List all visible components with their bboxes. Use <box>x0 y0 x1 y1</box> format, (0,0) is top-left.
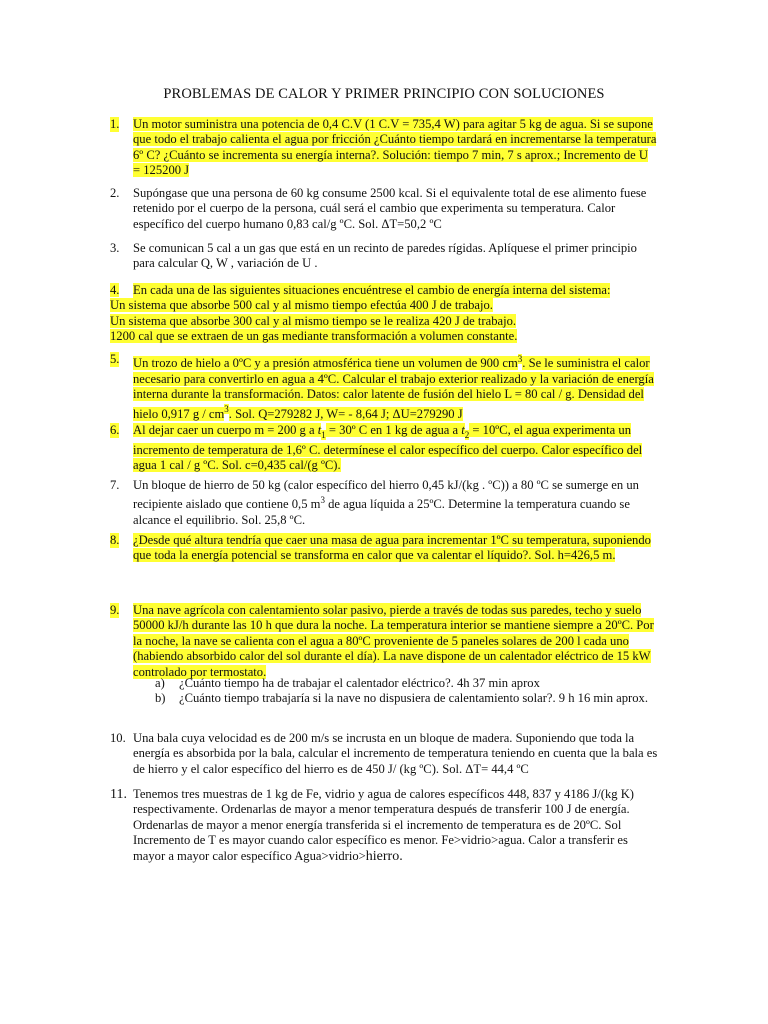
problem-text: Al dejar caer un cuerpo m = 200 g a $t_1$ = 30º C en 1 kg de agua a $t_2$ = 10ºC, el agua experimenta un incremento de temperatura de 1,6º C. determínese el calor específico del cuerpo. Calor específico del agua 1 cal / g ºC. Sol. c=0,435 cal/(g ºC). <box>133 423 643 473</box>
problem-number: 2. <box>110 186 120 200</box>
problem-number: 5. <box>110 352 120 366</box>
problem-9-subquestions <box>155 676 655 707</box>
problem-5 <box>110 352 658 422</box>
situation-3: 1200 cal que se extraen de un gas mediante transformación a volumen constante. <box>110 329 518 344</box>
problem-3 <box>110 241 658 272</box>
problem-text: Se comunican 5 cal a un gas que está en un recinto de paredes rígidas. Aplíquese el primer principio para calcular Q, W , variación de U . <box>133 241 637 271</box>
problem-number: 9. <box>110 603 120 617</box>
subquestion-b: b) ¿Cuánto tiempo trabajaría si la nave no dispusiera de calentamiento solar?. 9 h 16 min aprox. <box>155 691 648 706</box>
problem-text: En cada una de las siguientes situaciones encuéntrese el cambio de energía interna del sistema: <box>133 283 611 297</box>
problem-6 <box>110 423 658 474</box>
problem-number: 3. <box>110 241 120 255</box>
problem-number: 11. <box>110 787 127 802</box>
subquestion-a: a) ¿Cuánto tiempo ha de trabajar el calentador eléctrico?. 4h 37 min aprox <box>155 676 540 690</box>
problem-1 <box>110 117 658 179</box>
problem-text: Un trozo de hielo a 0ºC y a presión atmosférica tiene un volumen de 900 $cm^3$. Se le suministra el calor necesario para convertirlo en agua a 4ºC. Calcular el trabajo exterior realizado y la variación de energía interna durante la transformación. Datos: calor latente de fusión del hielo L = 80 cal / g. Densidad del hielo 0,917 g / $cm^3$. Sol. Q=279282 J, W= - 8,64 J; ΔU=279290 J <box>133 354 654 421</box>
problem-number: 6. <box>110 423 120 437</box>
situation-1: Un sistema que absorbe 500 cal y al mismo tiempo efectúa 400 J de trabajo. <box>110 298 493 313</box>
problem-number: 1. <box>110 117 120 131</box>
situation-2: Un sistema que absorbe 300 cal y al mismo tiempo se le realiza 420 J de trabajo. <box>110 313 517 328</box>
problem-text: Un motor suministra una potencia de 0,4 C.V (1 C.V = 735,4 W) para agitar 5 kg de agua. Si se supone que todo el trabajo calienta el agua por fricción ¿Cuánto tiempo tardará en incrementarse la temperatura 6º C? ¿Cuánto se incrementa su energía interna?. Solución: tiempo 7 min, 7 s aprox.; Incremento de U = 125200 J <box>133 117 657 178</box>
problem-11 <box>110 787 658 864</box>
problem-text: Tenemos tres muestras de 1 kg de Fe, vidrio y agua de calores específicos 448, 837 y 4186 J/(kg K) respectivamente. Ordenarlas de mayor a menor temperatura después de transferir 100 J de energía. Ordenarlas de mayor a menor energía transferida si el incremento de temperatura es de 20ºC. Sol Incremento de T es mayor cuando calor específico es menor. Fe>vidrio>agua. Calor a transferir es mayor a mayor calor específico Agua>vidrio>hierro. <box>133 787 634 864</box>
problem-text: Una nave agrícola con calentamiento solar pasivo, pierde a través de todas sus paredes, techo y suelo 50000 kJ/h durante las 10 h que dura la noche. La temperatura interior se mantiene siempre a 20ºC. Por la noche, la nave se calienta con el agua a 80ºC proveniente de 5 paneles solares de 200 l cada uno (habiendo absorbido calor del sol durante el día). La nave dispone de un calentador eléctrico de 15 kW controlado por termostato. <box>133 603 654 679</box>
page-title: PROBLEMAS DE CALOR Y PRIMER PRINCIPIO CON SOLUCIONES <box>163 86 605 102</box>
problem-text: Un bloque de hierro de 50 kg (calor específico del hierro 0,45 kJ/(kg . ºC)) a 80 ºC se sumerge en un recipiente aislado que contiene 0,5 $m^3$ de agua líquida a 25ºC. Determine la temperatura cuando se alcance el equilibrio. Sol. 25,8 ºC. <box>133 478 639 527</box>
problem-text: Una bala cuya velocidad es de 200 m/s se incrusta en un bloque de madera. Suponiendo que toda la energía es absorbida por la bala, calcular el incremento de temperatura teniendo en cuenta que la bala es de hierro y el calor específico del hierro es de 450 J/ (kg ºC). Sol. ΔT= 44,4 ºC <box>133 731 658 776</box>
problem-2 <box>110 186 658 232</box>
problem-4 <box>110 283 658 345</box>
problem-8 <box>110 533 658 564</box>
problem-number: 8. <box>110 533 120 547</box>
problem-10 <box>110 731 658 777</box>
problem-text: ¿Desde qué altura tendría que caer una masa de agua para incrementar 1ºC su temperatura, suponiendo que toda la energía potencial se transforma en calor que va calentar el líquido?. Sol. h=426,5 m. <box>133 533 651 563</box>
problem-text: Supóngase que una persona de 60 kg consume 2500 kcal. Si el equivalente total de ese alimento fuese retenido por el cuerpo de la persona, cuál será el cambio que experimenta su temperatura. Calor específico del cuerpo humano 0,83 cal/g ºC. Sol. ΔT=50,2 ºC <box>133 186 647 231</box>
problem-9 <box>110 603 658 680</box>
problem-number: 10. <box>110 731 126 745</box>
problem-number: 7. <box>110 478 120 492</box>
problem-7 <box>110 478 658 528</box>
problem-number: 4. <box>110 283 120 297</box>
